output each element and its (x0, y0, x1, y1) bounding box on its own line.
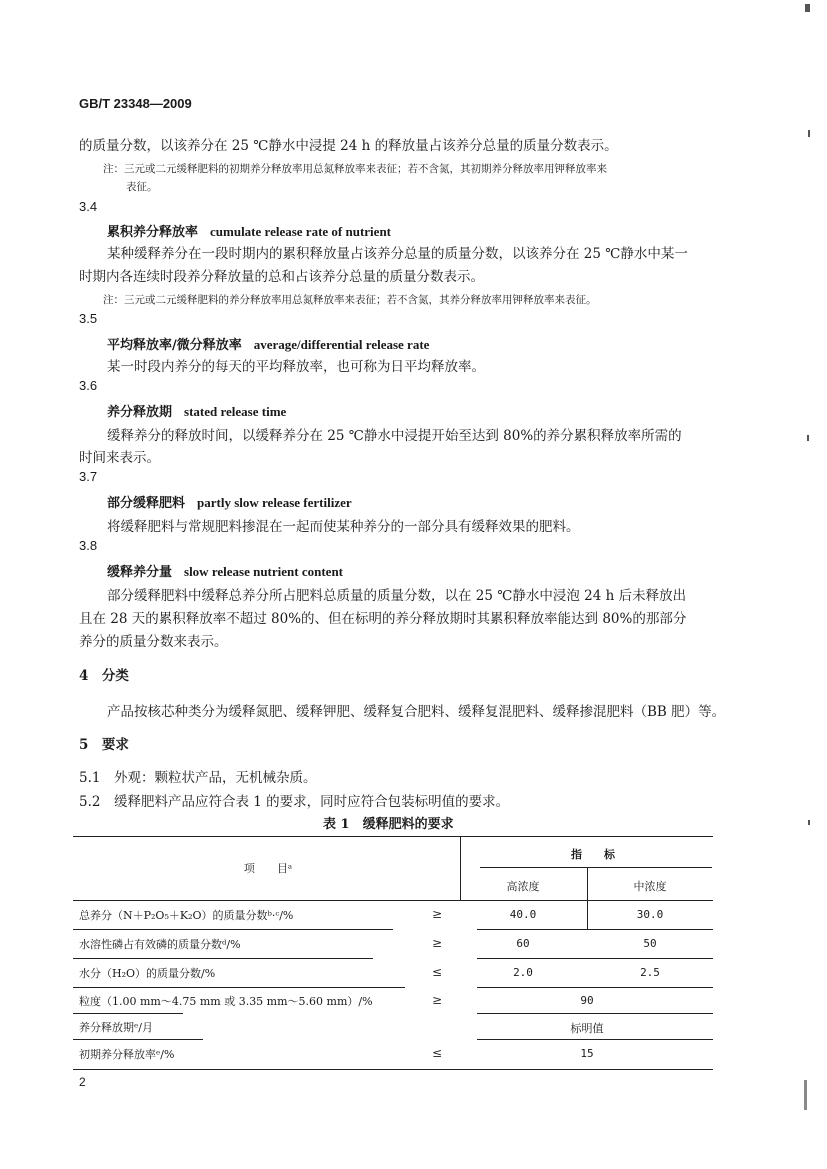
definition-3-4-line-2: 时期内各连续时段养分释放量的总和占该养分总量的质量分数表示。 (79, 269, 484, 285)
table-caption: 表 1 缓释肥料的要求 (323, 817, 454, 832)
definition-3-8-line-2: 且在 28 天的累积释放率不超过 80%的、但在标明的养分释放期时其累积释放率能达到 80%的那部分 (79, 611, 687, 627)
section-number-3-6: 3.6 (79, 378, 98, 393)
definition-3-4-line-1: 某种缓释养分在一段时期内的累积释放量占该养分总量的质量分数，以该养分在 25 ℃静水中某一 (107, 246, 688, 262)
section-number-3-5: 3.5 (79, 311, 98, 326)
table-row-5-item: 养分释放期ᵉ/月 (79, 1021, 153, 1034)
column-header-item: 项 目ᵃ (243, 862, 293, 875)
term-3-7-cn: 部分缓释肥料 (107, 496, 186, 511)
definition-3-6-line-1: 缓释养分的释放时间，以缓释养分在 25 ℃静水中浸提开始至达到 80%的养分累积释放率所需的 (107, 428, 682, 444)
table-row-3-mid: 2.5 (640, 966, 660, 979)
table-row-2-symbol: ≥ (431, 936, 443, 950)
paragraph-3-3-continued: 的质量分数，以该养分在 25 ℃静水中浸提 24 h 的释放量占该养分总量的质量分数表示。 (79, 138, 618, 154)
section-5-title: 5 要求 (79, 737, 129, 753)
scan-speck (808, 130, 810, 137)
term-3-7 (107, 492, 352, 511)
section-4-title: 4 分类 (79, 668, 129, 684)
column-header-index: 指 标 (571, 848, 615, 861)
definition-3-7-line-1: 将缓释肥料与常规肥料掺混在一起而使某种养分的一部分具有缓释效果的肥料。 (107, 519, 580, 535)
note-1-line-2: 表征。 (126, 181, 158, 193)
term-3-4-cn: 累积养分释放率 (107, 225, 199, 240)
note-1-line-1: 注：三元或二元缓释肥料的初期养分释放率用总氮释放率来表征；若不含氮，其初期养分释放率用钾释放率来 (103, 163, 607, 175)
term-3-5 (107, 334, 429, 353)
term-3-6 (107, 401, 286, 420)
column-header-high: 高浓度 (506, 880, 540, 893)
term-3-6-cn: 养分释放期 (107, 405, 173, 420)
table-row-4-value: 90 (580, 994, 594, 1007)
table-row-6-value: 15 (580, 1047, 594, 1060)
section-4-paragraph: 产品按核芯种类分为缓释氮肥、缓释钾肥、缓释复合肥料、缓释复混肥料、缓释掺混肥料（BB 肥）等。 (107, 704, 726, 720)
section-number-3-7: 3.7 (79, 469, 98, 484)
note-2: 注：三元或二元缓释肥料的养分释放率用总氮释放率来表征；若不含氮，其养分释放率用钾释放率来表征。 (103, 294, 597, 306)
scan-speck (804, 1080, 807, 1110)
table-row-2-high: 60 (516, 937, 530, 950)
definition-3-5-line-1: 某一时段内养分的每天的平均释放率，也可称为日平均释放率。 (107, 359, 485, 375)
term-3-5-en: average/differential release rate (253, 337, 430, 352)
requirements-table (73, 836, 713, 1070)
definition-3-6-line-2: 时间来表示。 (79, 450, 160, 466)
scan-speck (805, 4, 810, 12)
term-3-6-en: stated release time (184, 404, 287, 419)
table-row-6-item: 初期养分释放率ᵉ/% (79, 1048, 175, 1061)
table-row-4-symbol: ≥ (431, 993, 443, 1007)
page-number: 2 (79, 1075, 86, 1089)
table-row-1-high: 40.0 (509, 908, 537, 921)
standard-code-header: GB/T 23348—2009 (79, 96, 192, 111)
term-3-7-en: partly slow release fertilizer (197, 495, 352, 510)
scan-speck (807, 435, 809, 441)
term-3-5-cn: 平均释放率/微分释放率 (107, 338, 242, 353)
table-row-1-symbol: ≥ (431, 907, 443, 921)
table-row-1-item: 总养分（N＋P₂O₅＋K₂O）的质量分数ᵇ·ᶜ/% (79, 909, 294, 922)
term-3-4 (107, 221, 391, 240)
table-row-3-item: 水分（H₂O）的质量分数/% (79, 967, 216, 980)
definition-3-8-line-3: 养分的质量分数来表示。 (79, 634, 228, 650)
table-row-5-value: 标明值 (570, 1022, 604, 1035)
column-header-mid: 中浓度 (633, 880, 667, 893)
scan-speck (808, 820, 810, 825)
clause-5-2: 5.2 缓释肥料产品应符合表 1 的要求，同时应符合包装标明值的要求。 (79, 794, 510, 810)
table-row-2-item: 水溶性磷占有效磷的质量分数ᵈ/% (79, 938, 241, 951)
table-row-3-symbol: ≤ (431, 965, 443, 979)
term-3-8-en: slow release nutrient content (184, 564, 343, 579)
table-row-2-mid: 50 (643, 937, 657, 950)
table-row-4-item: 粒度（1.00 mm～4.75 mm 或 3.35 mm～5.60 mm）/% (79, 995, 373, 1008)
table-row-6-symbol: ≤ (431, 1046, 443, 1060)
table-row-1-mid: 30.0 (636, 908, 664, 921)
term-3-8 (107, 561, 343, 580)
table-row-3-high: 2.0 (513, 966, 533, 979)
term-3-8-cn: 缓释养分量 (107, 565, 173, 580)
clause-5-1: 5.1 外观：颗粒状产品，无机械杂质。 (79, 770, 317, 786)
section-number-3-8: 3.8 (79, 538, 98, 553)
definition-3-8-line-1: 部分缓释肥料中缓释总养分所占肥料总质量的质量分数，以在 25 ℃静水中浸泡 24 h 后未释放出 (107, 588, 687, 604)
term-3-4-en: cumulate release rate of nutrient (210, 224, 391, 239)
section-number-3-4: 3.4 (79, 199, 98, 214)
